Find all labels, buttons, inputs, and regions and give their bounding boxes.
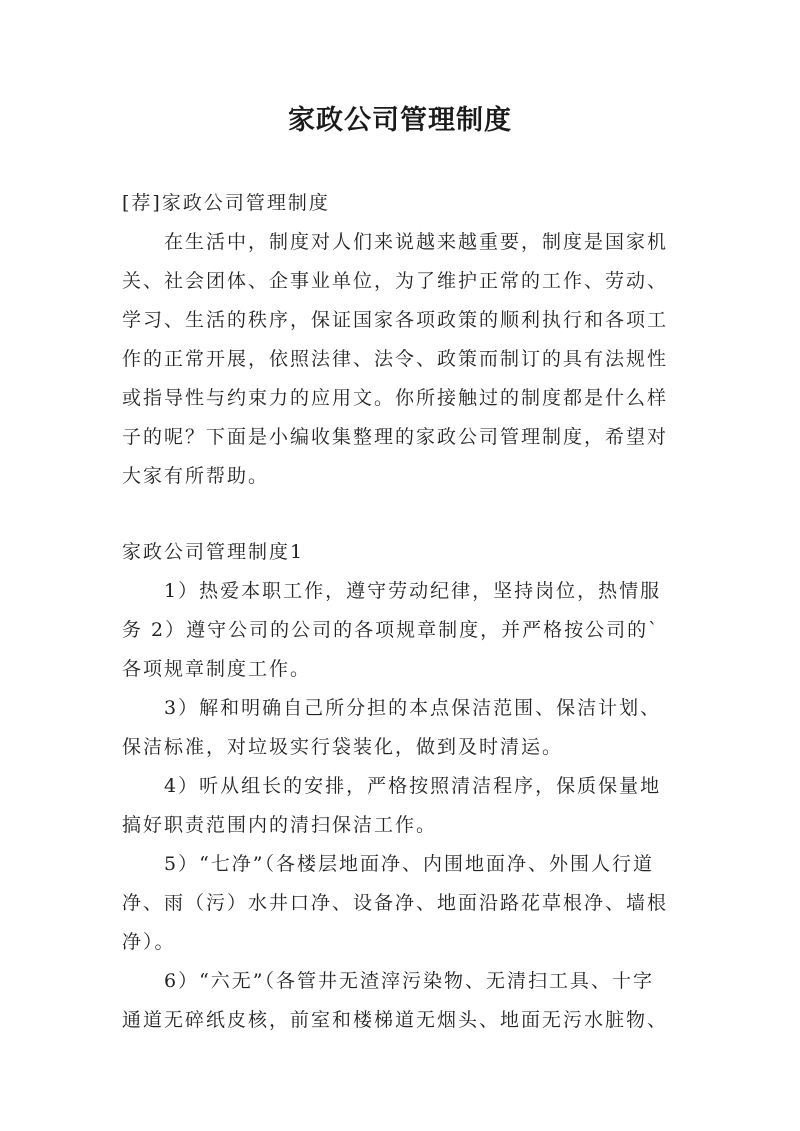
rule-line: 1）热爱本职工作，遵守劳动纪律，坚持岗位，热情服 — [164, 580, 662, 602]
rule-item-1 — [122, 572, 702, 689]
intro-line: 在生活中，制度对人们来说越来越重要，制度是国家机 — [164, 231, 669, 253]
intro-paragraph — [122, 223, 702, 496]
rule-line: 搞好职责范围内的清扫保洁工作。 — [122, 814, 438, 836]
rule-line: 5）“七净”（各楼层地面净、内围地面净、外围人行道 — [164, 853, 655, 875]
main-heading: [荐]家政公司管理制度 — [122, 192, 330, 214]
document-title: 家政公司管理制度 — [288, 105, 512, 136]
paragraph-gap — [122, 496, 702, 533]
rule-line: 净、雨（污）水井口净、设备净、地面沿路花草根净、墙根 — [122, 892, 669, 914]
intro-line: 关、社会团体、企事业单位，为了维护正常的工作、劳动、 — [122, 270, 669, 292]
rule-line: 6）“六无”（各管井无渣滓污染物、无清扫工具、十字 — [164, 970, 655, 992]
rule-item-6 — [122, 962, 702, 1040]
section-heading: 家政公司管理制度1 — [122, 541, 305, 563]
intro-line: 子的呢？下面是小编收集整理的家政公司管理制度，希望对 — [122, 426, 669, 448]
document-body — [122, 184, 702, 1040]
intro-line: 或指导性与约束力的应用文。你所接触过的制度都是什么样 — [122, 387, 669, 409]
intro-line: 学习、生活的秩序，保证国家各项政策的顺利执行和各项工 — [122, 309, 669, 331]
intro-line: 大家有所帮助。 — [122, 465, 270, 487]
rule-item-4 — [122, 767, 702, 845]
rule-line: 各项规章制度工作。 — [122, 658, 312, 680]
rule-line: 保洁标准，对垃圾实行袋装化，做到及时清运。 — [122, 736, 564, 758]
intro-line: 作的正常开展，依照法律、法令、政策而制订的具有法规性 — [122, 348, 669, 370]
rule-line: 通道无碎纸皮核，前室和楼梯道无烟头、地面无污水脏物、 — [122, 1009, 669, 1031]
rule-line: 净）。 — [122, 931, 176, 953]
rule-line: 务 2）遵守公司的公司的各项规章制度，并严格按公司的` — [122, 619, 660, 641]
rule-line: 3）解和明确自己所分担的本点保洁范围、保洁计划、 — [164, 697, 662, 719]
rule-item-3 — [122, 689, 702, 767]
rule-line: 4）听从组长的安排，严格按照清洁程序，保质保量地 — [164, 775, 662, 797]
rule-item-5 — [122, 845, 702, 962]
